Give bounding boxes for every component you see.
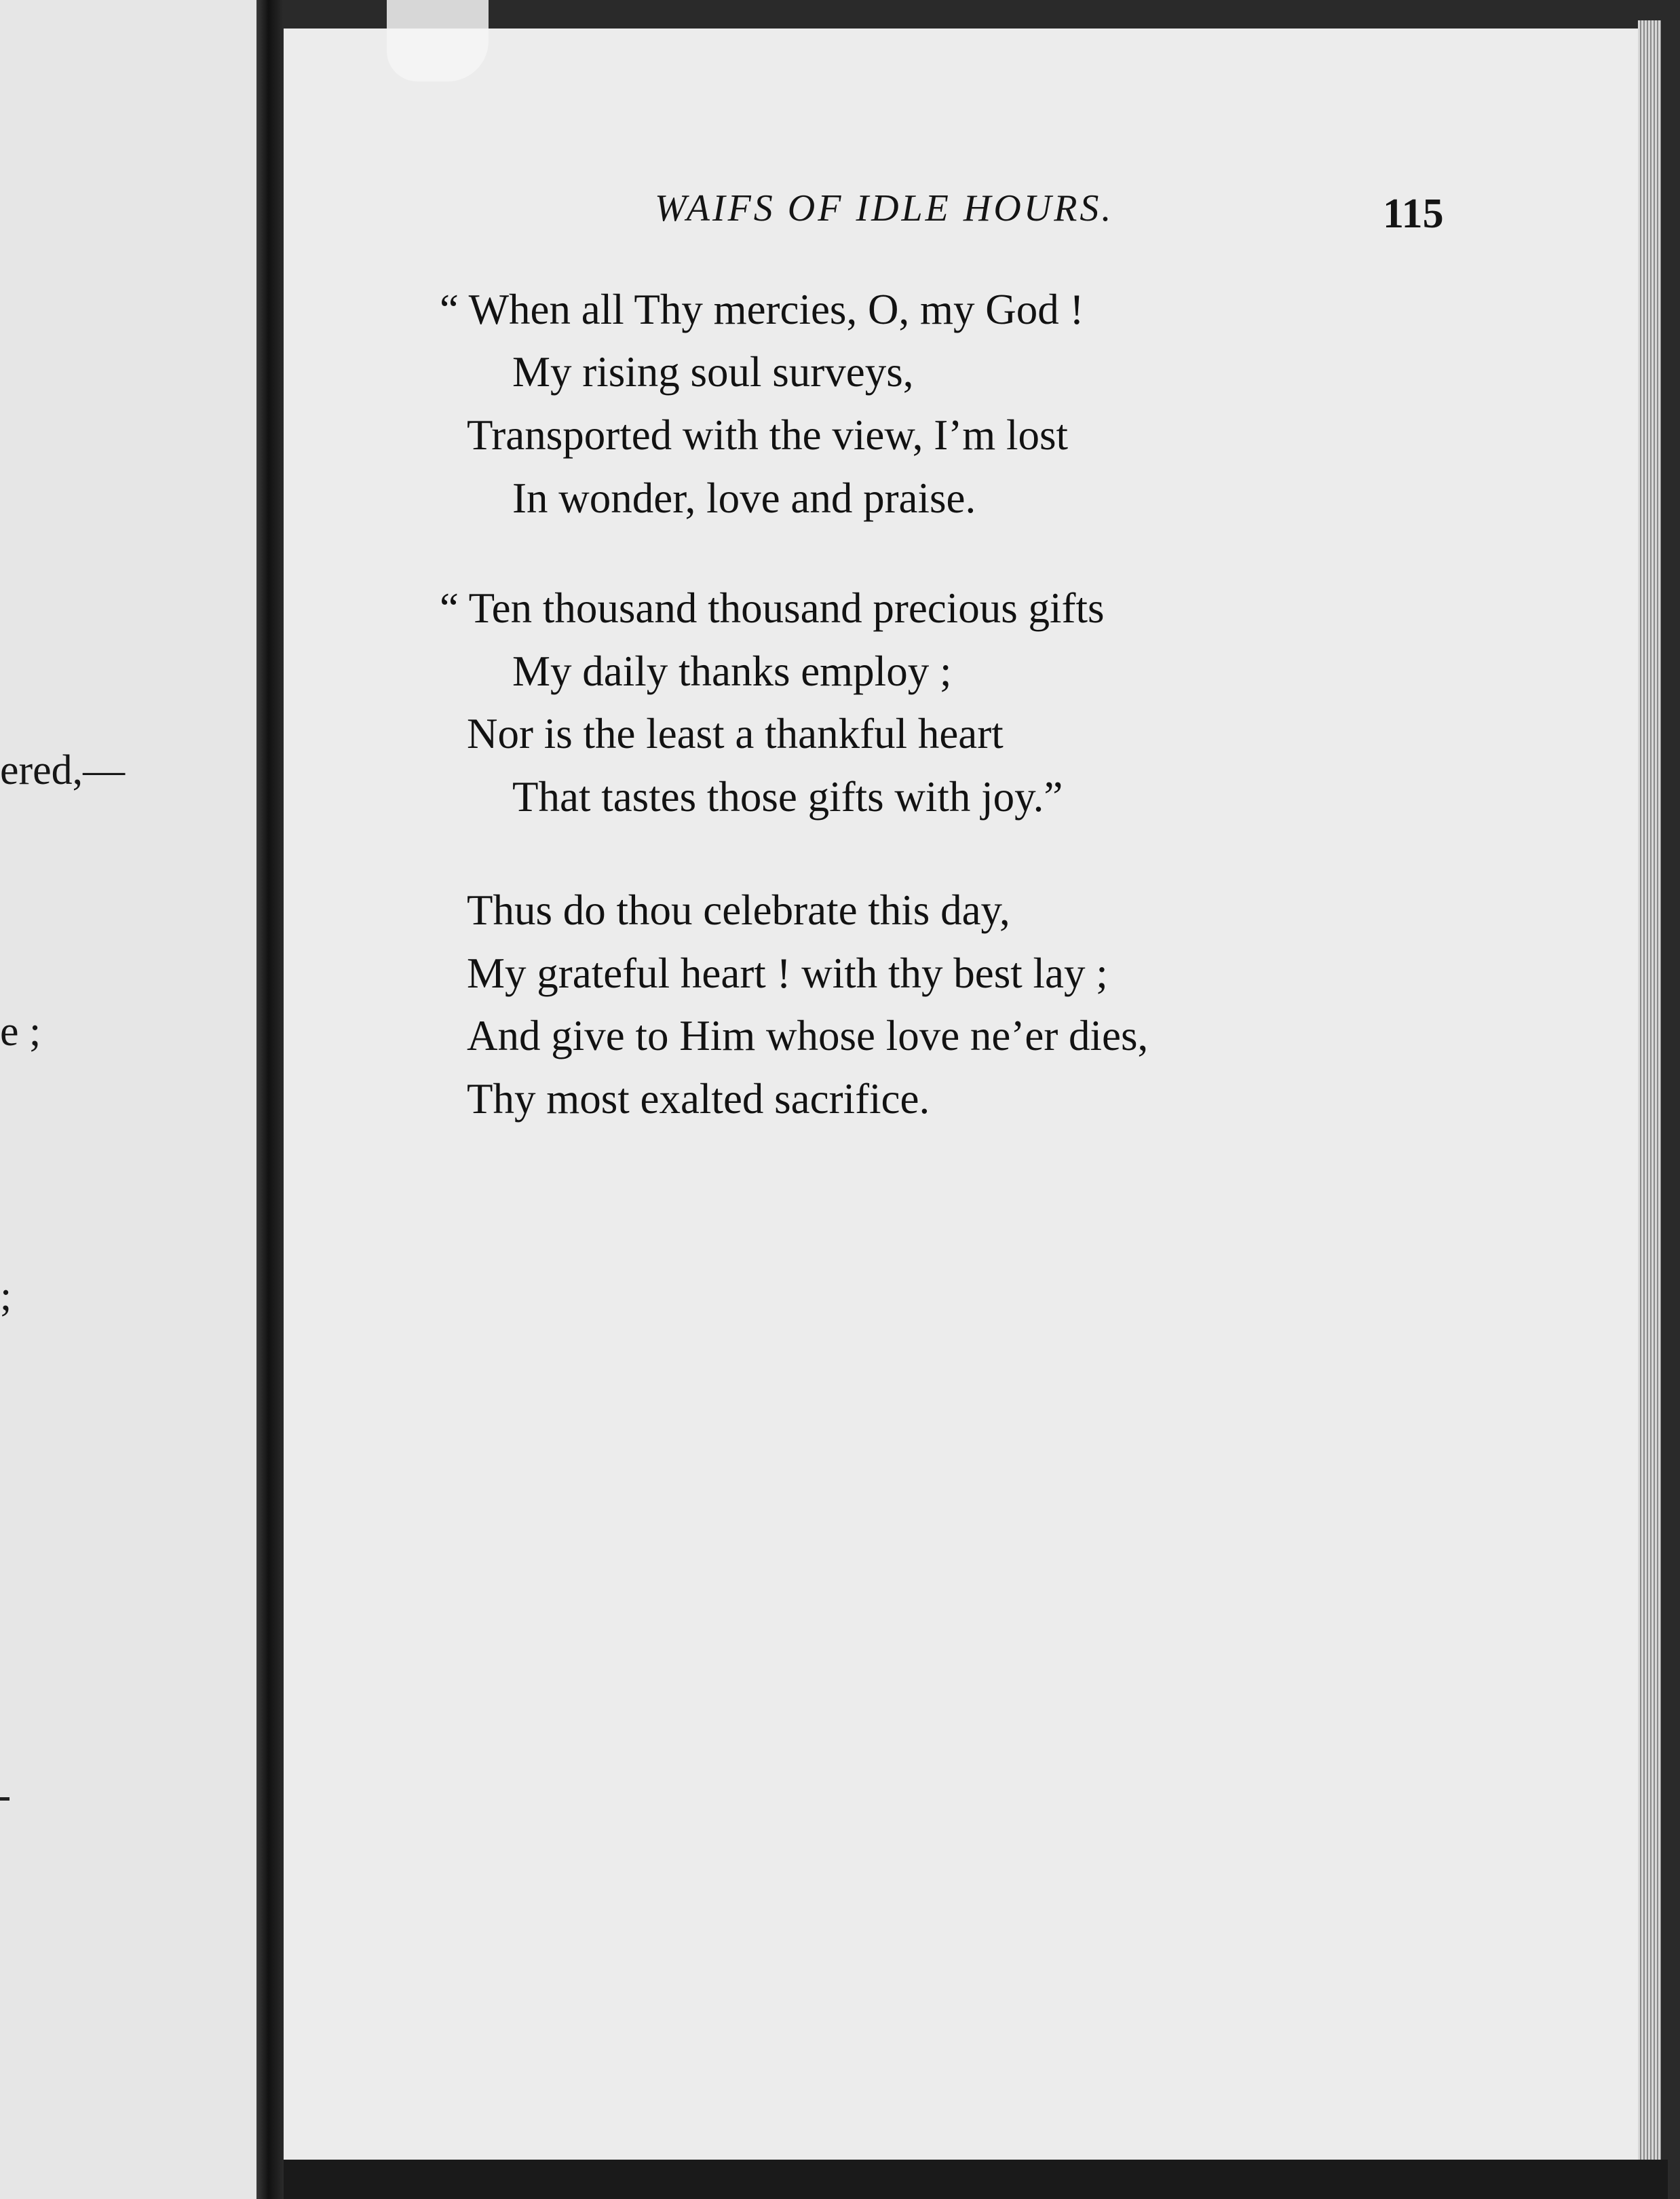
book-gutter	[256, 0, 284, 2199]
left-page-fragment: ered,—	[0, 747, 126, 793]
left-page-fragment: ;	[0, 1273, 12, 1319]
poem-line: Nor is the least a thankful heart	[467, 710, 1004, 757]
paper-tear	[387, 0, 489, 81]
poem-line: That tastes those gifts with joy.”	[512, 773, 1063, 821]
page-number: 115	[1383, 191, 1444, 237]
poem-line: Transported with the view, I’m lost	[467, 411, 1068, 459]
left-page-fragment: e ;	[0, 1009, 41, 1055]
left-page-dash	[0, 1797, 9, 1801]
left-page	[0, 0, 256, 2199]
page-edges	[1638, 20, 1661, 2172]
poem-line: Thus do thou celebrate this day,	[467, 886, 1010, 934]
poem-line: My daily thanks employ ;	[512, 647, 952, 695]
poem-line: And give to Him whose love ne’er dies,	[467, 1012, 1149, 1059]
poem-line: In wonder, love and praise.	[512, 474, 976, 522]
poem-line: “ When all Thy mercies, O, my God !	[440, 286, 1084, 333]
poem-line: Thy most exalted sacrifice.	[467, 1075, 930, 1123]
poem-line: My rising soul surveys,	[512, 348, 914, 396]
poem-line: My grateful heart ! with thy best lay ;	[467, 950, 1108, 997]
poem-line: “ Ten thousand thousand precious gifts	[440, 584, 1105, 632]
running-head: WAIFS OF IDLE HOURS.	[655, 187, 1114, 229]
bottom-shadow	[284, 2160, 1668, 2199]
